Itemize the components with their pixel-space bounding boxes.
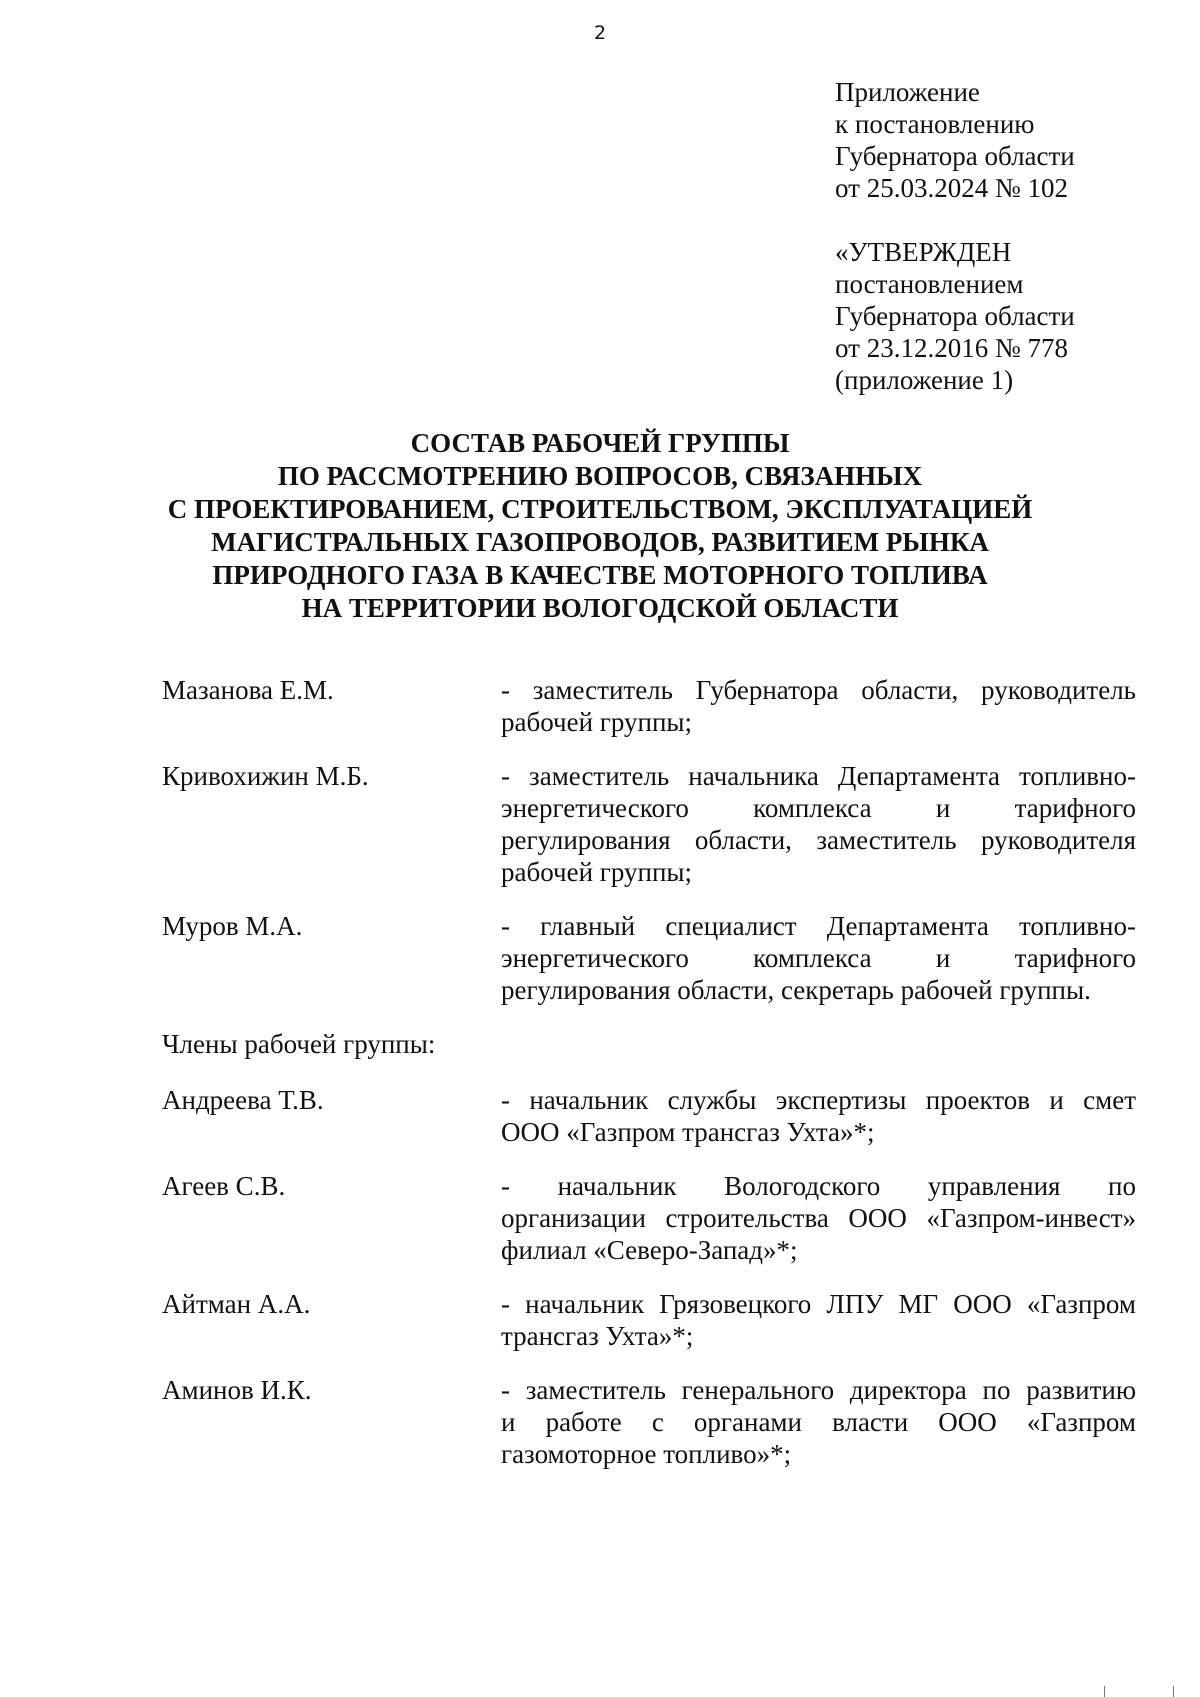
role-line: - заместитель генерального директора по развитию	[501, 1375, 1136, 1405]
role-line: ООО «Газпром трансгаз Ухта»*;	[501, 1117, 875, 1147]
role-line: энергетического комплекса и тарифного	[501, 793, 1136, 823]
member-role	[501, 1288, 1136, 1352]
member-name: Айтман А.А.	[162, 1289, 311, 1319]
role-line: энергетического комплекса и тарифного	[501, 943, 1136, 973]
role-line: - начальник службы экспертизы проектов и смет	[501, 1085, 1136, 1115]
member-row	[162, 1170, 1136, 1266]
scan-edge-mark	[1104, 1686, 1105, 1697]
member-name: Муров М.А.	[162, 911, 303, 941]
appendix-line: Губернатора области	[835, 141, 1075, 171]
member-name: Аминов И.К.	[162, 1375, 312, 1405]
member-role	[501, 674, 1136, 738]
appendix-line: от 25.03.2024 № 102	[835, 173, 1068, 203]
role-line: регулирования области, секретарь рабочей группы.	[501, 975, 1091, 1005]
role-line: - заместитель начальника Департамента топливно-	[501, 761, 1136, 791]
member-name: Агеев С.В.	[162, 1171, 286, 1201]
member-role	[501, 910, 1136, 1006]
role-line: филиал «Северо-Запад»*;	[501, 1235, 798, 1265]
member-role	[501, 1374, 1136, 1470]
approval-line: (приложение 1)	[835, 365, 1014, 395]
member-name: Кривохижин М.Б.	[162, 761, 369, 791]
approval-line: постановлением	[835, 269, 1024, 299]
approval-line: «УТВЕРЖДЕН	[835, 237, 1012, 267]
role-line: трансгаз Ухта»*;	[501, 1321, 694, 1351]
title-line: СОСТАВ РАБОЧЕЙ ГРУППЫ	[410, 428, 790, 458]
appendix-block	[835, 76, 1075, 204]
member-row	[162, 1084, 1136, 1148]
member-row	[162, 1288, 1136, 1352]
title-line: ПРИРОДНОГО ГАЗА В КАЧЕСТВЕ МОТОРНОГО ТОПЛИВА	[212, 560, 988, 590]
role-line: - начальник Грязовецкого ЛПУ МГ ООО «Газпром	[501, 1289, 1136, 1319]
role-line: - начальник Вологодского управления по	[501, 1171, 1136, 1201]
approval-block	[835, 236, 1075, 396]
approval-line: от 23.12.2016 № 778	[835, 333, 1068, 363]
member-row	[162, 760, 1136, 888]
title-line: НА ТЕРРИТОРИИ ВОЛОГОДСКОЙ ОБЛАСТИ	[301, 593, 899, 623]
title-line: МАГИСТРАЛЬНЫХ ГАЗОПРОВОДОВ, РАЗВИТИЕМ РЫНКА	[211, 527, 989, 557]
member-row	[162, 674, 1136, 738]
member-name: Мазанова Е.М.	[162, 675, 334, 705]
member-role	[501, 760, 1136, 888]
member-row	[162, 910, 1136, 1006]
scan-edge-mark	[1173, 1686, 1174, 1697]
role-line: рабочей группы;	[501, 707, 693, 737]
member-role	[501, 1084, 1136, 1148]
appendix-line: к постановлению	[835, 109, 1035, 139]
appendix-line: Приложение	[835, 77, 980, 107]
member-name: Андреева Т.В.	[162, 1085, 324, 1115]
title-line: С ПРОЕКТИРОВАНИЕМ, СТРОИТЕЛЬСТВОМ, ЭКСПЛУАТАЦИЕЙ	[167, 494, 1033, 524]
document-title	[100, 427, 1100, 625]
role-line: регулирования области, заместитель руководителя	[501, 825, 1136, 855]
page-number: 2	[593, 22, 607, 44]
member-role	[501, 1170, 1136, 1266]
members-list	[162, 674, 1136, 1492]
role-line: газомоторное топливо»*;	[501, 1439, 792, 1469]
role-line: рабочей группы;	[501, 857, 693, 887]
role-line: - главный специалист Департамента топливно-	[501, 911, 1136, 941]
role-line: и работе с органами власти ООО «Газпром	[501, 1407, 1136, 1437]
role-line: - заместитель Губернатора области, руководитель	[501, 675, 1136, 705]
role-line: организации строительства ООО «Газпром-инвест»	[501, 1203, 1136, 1233]
member-row	[162, 1374, 1136, 1470]
title-line: ПО РАССМОТРЕНИЮ ВОПРОСОВ, СВЯЗАННЫХ	[277, 461, 923, 491]
members-label: Члены рабочей группы:	[162, 1029, 436, 1059]
approval-line: Губернатора области	[835, 301, 1075, 331]
